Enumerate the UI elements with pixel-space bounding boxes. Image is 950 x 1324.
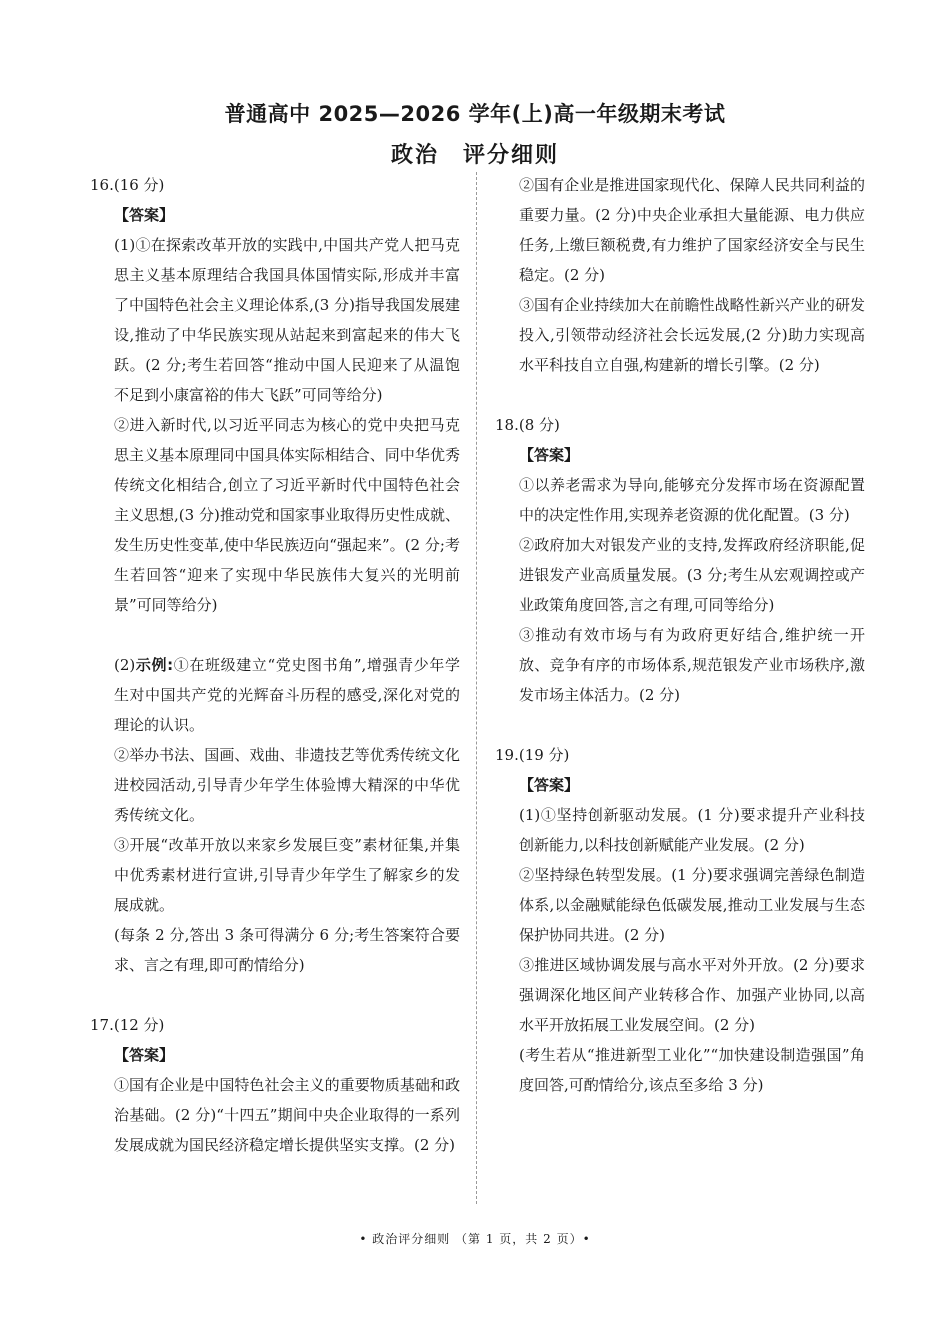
q19-heading: 19.(19 分) <box>495 746 570 764</box>
q19-paragraph-4: (考生若从“推进新型工业化”“加快建设制造强国”角度回答,可酌情给分,该点至多给 3 分) <box>519 1046 865 1094</box>
q19-paragraph-1: (1)①坚持创新驱动发展。(1 分)要求提升产业科技创新能力,以科技创新赋能产业发展。(2 分) <box>519 806 865 854</box>
q16-example-label: 示例: <box>135 656 174 674</box>
q18-answer-label: 【答案】 <box>519 446 580 464</box>
q19-paragraph-2: ②坚持绿色转型发展。(1 分)要求强调完善绿色制造体系,以金融赋能绿色低碳发展,推动工业发展与生态保护协同共进。(2 分) <box>519 866 865 944</box>
q17-paragraph-2: ②国有企业是推进国家现代化、保障人民共同利益的重要力量。(2 分)中央企业承担大量能源、电力供应任务,上缴巨额税费,有力维护了国家经济安全与民生稳定。(2 分) <box>519 176 865 284</box>
q16-heading: 16.(16 分) <box>90 176 165 194</box>
q18-paragraph-1: ①以养老需求为导向,能够充分发挥市场在资源配置中的决定性作用,实现养老资源的优化配置。(3 分) <box>519 476 865 524</box>
q16-paragraph-1: (1)①在探索改革开放的实践中,中国共产党人把马克思主义基本原理结合我国具体国情实际,形成并丰富了中国特色社会主义理论体系,(3 分)指导我国发展建设,推动了中华民族实现从站起来到富起来的伟大飞跃。(2 分;考生若回答“推动中国人民迎来了从温饱不足到小康富裕的伟大飞跃”可同等给分) <box>114 236 460 404</box>
q17-heading: 17.(12 分) <box>90 1016 165 1034</box>
q18-paragraph-2: ②政府加大对银发产业的支持,发挥政府经济职能,促进银发产业高质量发展。(3 分;考生从宏观调控或产业政策角度回答,言之有理,可同等给分) <box>519 536 865 614</box>
column-divider <box>476 172 477 1204</box>
q16-paragraph-5: ③开展“改革开放以来家乡发展巨变”素材征集,并集中优秀素材进行宣讲,引导青少年学生了解家乡的发展成就。 <box>114 836 460 914</box>
right-column <box>495 170 865 1100</box>
q16-part2-text: ①在班级建立“党史图书角”,增强青少年学生对中国共产党的光辉奋斗历程的感受,深化对党的理论的认识。 <box>114 656 460 734</box>
q19-paragraph-3: ③推进区域协调发展与高水平对外开放。(2 分)要求强调深化地区间产业转移合作、加强产业协同,以高水平开放拓展工业发展空间。(2 分) <box>519 956 865 1034</box>
q16-paragraph-6: (每条 2 分,答出 3 条可得满分 6 分;考生答案符合要求、言之有理,即可酌情给分) <box>114 926 460 974</box>
q17-answer-label: 【答案】 <box>114 1046 175 1064</box>
q16-answer-label: 【答案】 <box>114 206 175 224</box>
page-footer: • 政治评分细则 （第 1 页，共 2 页）• <box>359 1232 591 1246</box>
q18-paragraph-3: ③推动有效市场与有为政府更好结合,维护统一开放、竞争有序的市场体系,规范银发产业市场秩序,激发市场主体活力。(2 分) <box>519 626 865 704</box>
q17-paragraph-3: ③国有企业持续加大在前瞻性战略性新兴产业的研发投入,引领带动经济社会长远发展,(2 分)助力实现高水平科技自立自强,构建新的增长引擎。(2 分) <box>519 296 865 374</box>
q18-heading: 18.(8 分) <box>495 416 560 434</box>
left-column <box>90 170 460 1160</box>
q19-answer-label: 【答案】 <box>519 776 580 794</box>
exam-title: 普通高中 2025—2026 学年(上)高一年级期末考试 <box>224 102 726 126</box>
q16-part2-prefix: (2) <box>114 656 136 674</box>
q16-paragraph-2: ②进入新时代,以习近平同志为核心的党中央把马克思主义基本原理同中国具体实际相结合、同中华优秀传统文化相结合,创立了习近平新时代中国特色社会主义思想,(3 分)推动党和国家事业取得历史性成就、发生历史性变革,使中华民族迈向“强起来”。(2 分;考生若回答“迎来了实现中华民族伟大复兴的光明前景”可同等给分) <box>114 416 460 614</box>
q17-paragraph-1: ①国有企业是中国特色社会主义的重要物质基础和政治基础。(2 分)“十四五”期间中央企业取得的一系列发展成就为国民经济稳定增长提供坚实支撑。(2 分) <box>114 1076 460 1154</box>
exam-subtitle: 政治 评分细则 <box>390 143 559 168</box>
q16-paragraph-3 <box>114 650 460 740</box>
q16-paragraph-4: ②举办书法、国画、戏曲、非遗技艺等优秀传统文化进校园活动,引导青少年学生体验博大精深的中华优秀传统文化。 <box>114 746 460 824</box>
